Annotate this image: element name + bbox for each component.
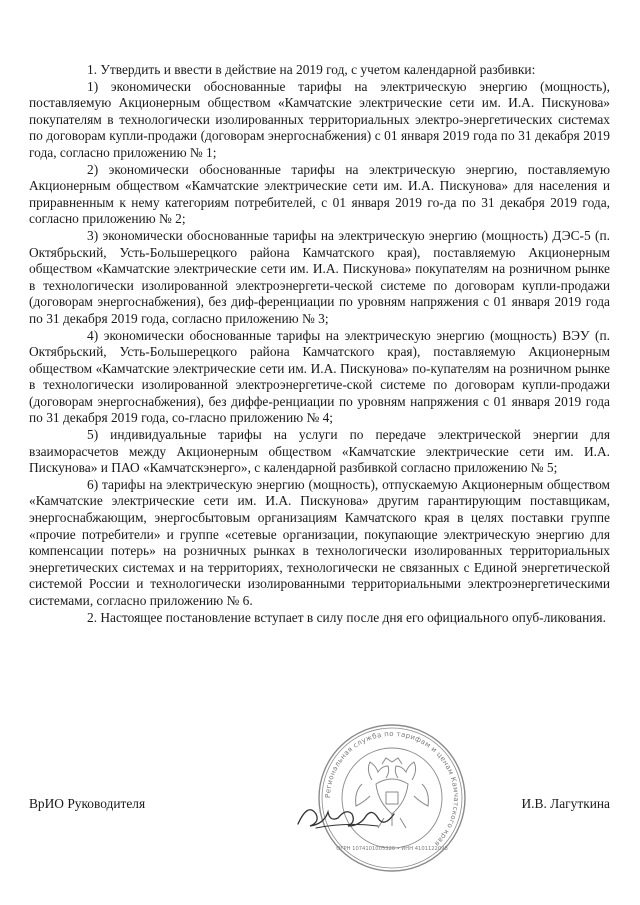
- document-body: [29, 62, 610, 626]
- paragraph-2: 2. Настоящее постановление вступает в силу после дня его официального опуб-ликования.: [87, 609, 606, 625]
- paragraph-1: 1. Утвердить и ввести в действие на 2019 год, с учетом календарной разбивки:: [87, 62, 536, 77]
- signature-block: [0, 760, 640, 880]
- paragraph-1-3: 3) экономически обоснованные тарифы на электрическую энергию (мощность) ДЭС-5 (п. Октябрьский, Усть-Большерецкого района Камчатского края), поставляемую Акционерным обществом «Камчатские электрические сети им. И.А. Пискунова» покупателям на розничном рынке в технологически изолированной электроэнергети-ческой системе по договорам купли-продажи (договорам энергоснабжения), без диф-ференциации по уровням напряжения с 01 января 2019 года по 31 декабря 2019 года, согласно приложению № 3;: [29, 227, 610, 326]
- paragraph-1-6: 6) тарифы на электрическую энергию (мощность), отпускаемую Акционерным обществом «Камчатские электрические сети им. И.А. Пискунова» другим гарантирующим поставщикам, энергоснабжающим, энергосбытовым организациям Камчатского края в целях поставки группе «прочие потребители» и группе «сетевые организации, покупающие электрическую энергию для компенсации потерь» на розничных рынках в технологически изолированных территориальных энергетических системах и на территориях, технологически не связанных с Единой энергетической системой России и технологически изолированными территориальными электроэнергетическими системами, согласно приложению № 6.: [29, 476, 610, 608]
- seal-id-text: ОГРН 1074101005320 • ИНН 4101122098: [336, 846, 448, 852]
- paragraph-1-4: 4) экономически обоснованные тарифы на электрическую энергию (мощность) ВЭУ (п. Октябрьский, Усть-Большерецкого района Камчатского края), поставляемую Акционерным обществом «Камчатские электрические сети им. И.А. Пискунова» по-купателям на розничном рынке в технологически изолированной электроэнергетиче-ской системе по договорам купли-продажи (договорам энергоснабжения), без диффе-ренциации по уровням напряжения с 01 января 2019 года по 31 декабря 2019 года, со-гласно приложению № 4;: [29, 327, 610, 426]
- paragraph-1-5: 5) индивидуальные тарифы на услуги по передаче электрической энергии для взаиморасчетов между Акционерным обществом «Камчатские электрические сети им. И.А. Пискунова» и ПАО «Камчатскэнерго», с календарной разбивкой согласно приложению № 5;: [29, 427, 610, 476]
- paragraph-1-2: 2) экономически обоснованные тарифы на электрическую энергию, поставляемую Акционерным обществом «Камчатские электрические сети им. И.А. Пискунова» для населения и приравненным к нему категориям потребителей, с 01 января 2019 го-да по 31 декабря 2019 года, согласно приложению № 2;: [29, 161, 610, 227]
- signatory-position: ВрИО Руководителя: [29, 796, 146, 811]
- paragraph-1-1: 1) экономически обоснованные тарифы на электрическую энергию (мощность), поставляемую Акционерным обществом «Камчатские электрические сети им. И.А. Пискунова» покупателям в технологически изолированных территориальных электро-энергетических системах по договорам купли-продажи (договорам энергоснабжения) с 01 января 2019 года по 31 декабря 2019 года, согласно приложению № 1;: [29, 78, 610, 160]
- seal-ring-text: Региональная служба по тарифам и ценам Камчатского края: [323, 729, 461, 848]
- signatory-name: И.В. Лагуткина: [521, 796, 610, 811]
